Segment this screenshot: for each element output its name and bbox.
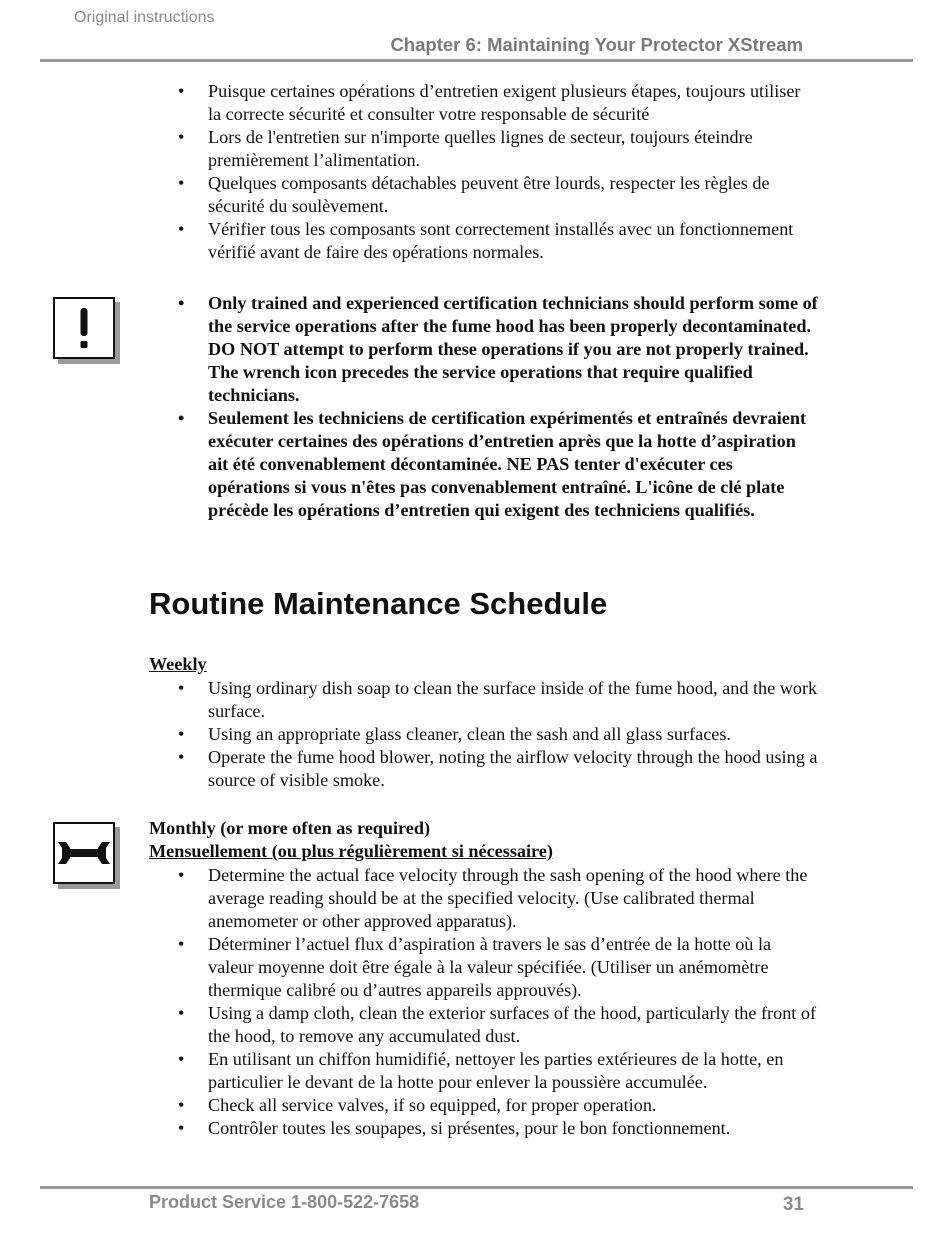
list-item: • Check all service valves, if so equipped, for proper operation. — [208, 1094, 818, 1117]
monthly-bullet-list — [208, 864, 818, 1140]
footer-divider — [40, 1186, 913, 1189]
product-service-phone: Product Service 1-800-522-7658 — [149, 1192, 420, 1212]
weekly-bullet-list — [208, 677, 818, 792]
weekly-heading: Weekly — [149, 654, 207, 674]
section-title: Routine Maintenance Schedule — [149, 586, 608, 621]
list-item: • Seulement les techniciens de certification expérimentés et entraînés devraient exécuter certaines des opérations d’entretien après que la hotte d’aspiration ait été convenablement décontaminée. NE PAS tenter d'exécuter ces opérations si vous n'êtes pas convenablement entraîné. L'icône de clé plate précède les opérations d’entretien qui exigent des techniciens qualifiés. — [208, 407, 818, 522]
monthly-heading-fr: Mensuellement (ou plus régulièrement si nécessaire) — [149, 841, 553, 861]
list-item: • Using ordinary dish soap to clean the surface inside of the fume hood, and the work surface. — [208, 677, 818, 723]
list-item: • Operate the fume hood blower, noting the airflow velocity through the hood using a source of visible smoke. — [208, 746, 818, 792]
warning-bullet-list — [208, 292, 818, 522]
list-item: • Contrôler toutes les soupapes, si présentes, pour le bon fonctionnement. — [208, 1117, 818, 1140]
list-item: • Only trained and experienced certification technicians should perform some of the service operations after the fume hood has been properly decontaminated. DO NOT attempt to perform these operations if you are not properly trained. The wrench icon precedes the service operations that require qualified technicians. — [208, 292, 818, 407]
monthly-heading-en: Monthly (or more often as required) — [149, 818, 431, 838]
original-instructions-label: Original instructions — [74, 9, 215, 26]
list-item: • Quelques composants détachables peuvent être lourds, respecter les règles de sécurité du soulèvement. — [208, 172, 818, 218]
list-item: • Vérifier tous les composants sont correctement installés avec un fonctionnement vérifié avant de faire des opérations normales. — [208, 218, 818, 264]
wrench-icon-box — [53, 822, 115, 884]
page-number: 31 — [782, 1194, 804, 1215]
list-item: • Puisque certaines opérations d’entretien exigent plusieurs étapes, toujours utiliser la correcte sécurité et consulter votre responsable de sécurité — [208, 80, 818, 126]
list-item: • Using a damp cloth, clean the exterior surfaces of the hood, particularly the front of the hood, to remove any accumulated dust. — [208, 1002, 818, 1048]
list-item: • Lors de l'entretien sur n'importe quelles lignes de secteur, toujours éteindre premièrement l’alimentation. — [208, 126, 818, 172]
wrench-icon — [56, 838, 112, 868]
list-item: • Using an appropriate glass cleaner, clean the sash and all glass surfaces. — [208, 723, 818, 746]
exclamation-icon — [77, 307, 91, 349]
chapter-title: Chapter 6: Maintaining Your Protector XStream — [390, 34, 803, 55]
list-item: • Déterminer l’actuel flux d’aspiration à travers le sas d’entrée de la hotte où la valeur moyenne doit être égale à la valeur spécifiée. (Utiliser un anémomètre thermique calibré ou d’autres appareils approuvés). — [208, 933, 818, 1002]
intro-bullet-list — [208, 80, 818, 264]
warning-icon-box — [53, 297, 115, 359]
list-item: • Determine the actual face velocity through the sash opening of the hood where the average reading should be at the specified velocity. (Use calibrated thermal anemometer or other approved apparatus). — [208, 864, 818, 933]
list-item: • En utilisant un chiffon humidifié, nettoyer les parties extérieures de la hotte, en particulier le devant de la hotte pour enlever la poussière accumulée. — [208, 1048, 818, 1094]
header-divider — [40, 59, 913, 62]
